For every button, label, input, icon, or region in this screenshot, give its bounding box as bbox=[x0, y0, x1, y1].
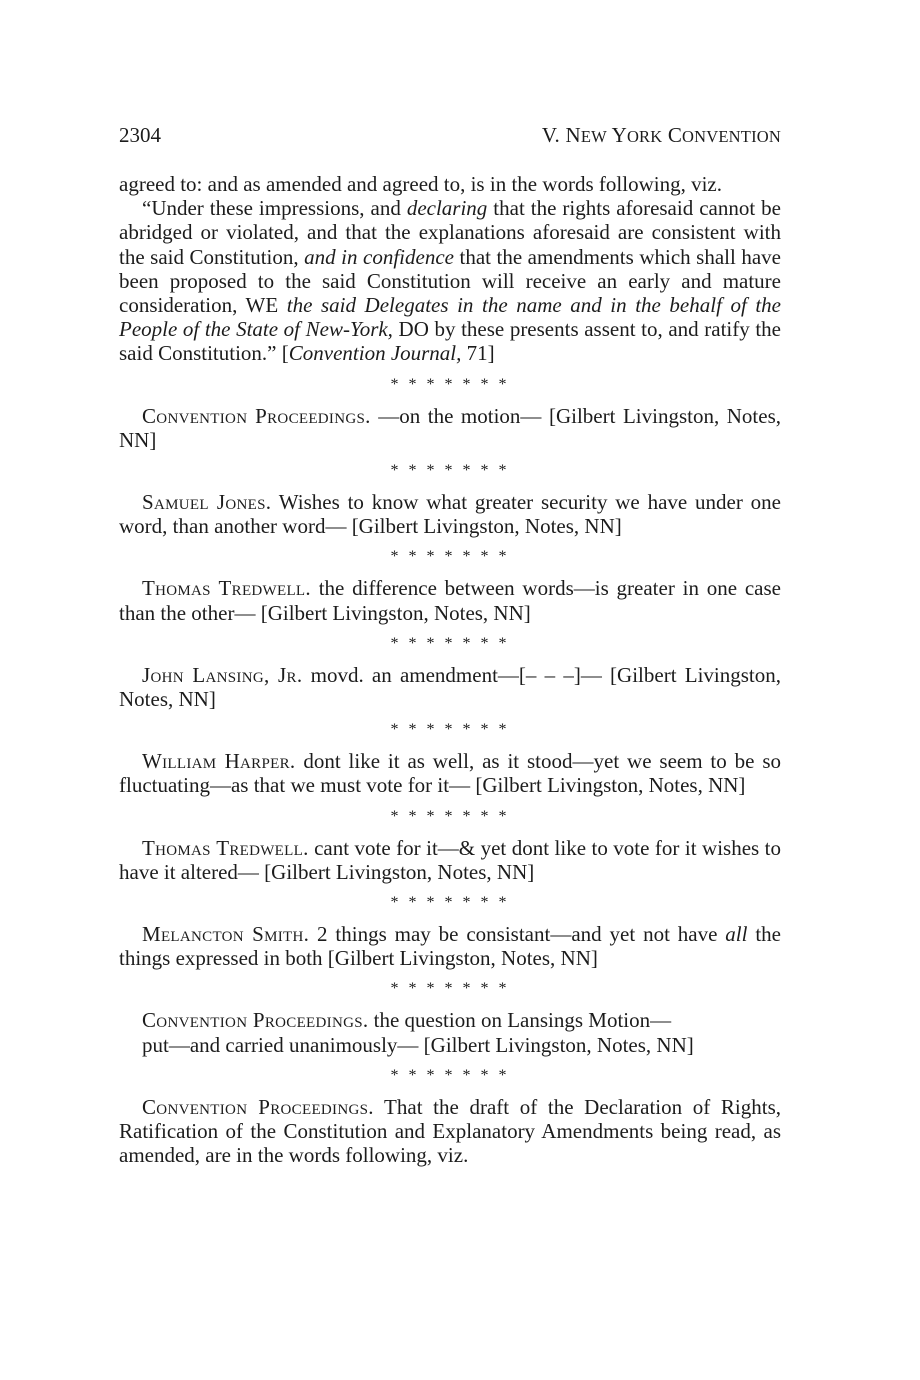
section-separator: * * * * * * * bbox=[390, 980, 510, 998]
speaker-name: Thomas Tredwell. bbox=[142, 576, 311, 601]
section-separator: * * * * * * * bbox=[390, 548, 510, 566]
section-separator: * * * * * * * bbox=[390, 807, 510, 825]
running-head bbox=[119, 120, 781, 150]
entry-thomas-tredwell-2: Thomas Tredwell. cant vote for it—& yet dont like to vote for it wishes to have it altered— [Gilbert Livingston, Notes, NN] bbox=[119, 835, 781, 884]
document-page bbox=[119, 120, 781, 1167]
section-separator: * * * * * * * bbox=[390, 462, 510, 480]
speaker-name: Convention Proceedings. bbox=[142, 1094, 374, 1119]
entry-melancton-smith: Melancton Smith. 2 things may be consistant—and yet not have all the things expressed in both [Gilbert Livingston, Notes, NN] bbox=[119, 922, 781, 971]
ratification-quote: “Under these impressions, and declaring that the rights aforesaid cannot be abridged or violated, and that the explanations aforesaid are consistent with the said Constitution, and in confidence that the amendments which shall have been proposed to the said Constitution will receive an early and mature consideration, WE the said Delegates in the name and in the behalf of the People of the State of New-York, DO by these presents assent to, and ratify the said Constitution.” [Convention Journal, 71] bbox=[119, 196, 782, 366]
entry-convention-proceedings-1: Convention Proceedings. —on the motion— [Gilbert Livingston, Notes, NN] bbox=[119, 403, 781, 452]
entry-convention-proceedings-3: Convention Proceedings. That the draft of the Declaration of Rights, Ratification of the Constitution and Explanatory Amendments being read, as amended, are in the words following, viz. bbox=[119, 1094, 781, 1168]
entry-convention-proceedings-2: Convention Proceedings. the question on Lansings Motion— put—and carried unanimously— [Gilbert Livingston, Notes, NN] bbox=[142, 1008, 694, 1057]
entry-john-lansing: John Lansing, Jr. movd. an amendment—[– – –]— [Gilbert Livingston, Notes, NN] bbox=[119, 662, 781, 712]
speaker-name: Samuel Jones. bbox=[142, 490, 272, 515]
speaker-name: Convention Proceedings. bbox=[142, 1008, 369, 1033]
speaker-name: William Harper. bbox=[142, 749, 296, 774]
speaker-name: Melancton Smith. bbox=[142, 922, 310, 947]
section-separator: * * * * * * * bbox=[390, 375, 510, 393]
speaker-name: Convention Proceedings. bbox=[142, 403, 371, 428]
section-separator: * * * * * * * bbox=[390, 721, 510, 739]
section-separator: * * * * * * * bbox=[390, 894, 510, 912]
entry-thomas-tredwell-1: Thomas Tredwell. the difference between words—is greater in one case than the other— [Gilbert Livingston, Notes, NN] bbox=[119, 576, 781, 625]
section-separator: * * * * * * * bbox=[390, 634, 510, 652]
entry-william-harper: William Harper. dont like it as well, as it stood—yet we seem to be so fluctuating—as that we must vote for it— [Gilbert Livingston, Notes, NN] bbox=[119, 749, 781, 798]
entry-samuel-jones: Samuel Jones. Wishes to know what greater security we have under one word, than another word— [Gilbert Livingston, Notes, NN] bbox=[119, 490, 781, 539]
speaker-name: Thomas Tredwell. bbox=[142, 835, 309, 860]
speaker-name: John Lansing, Jr. bbox=[142, 662, 303, 687]
intro-paragraph: agreed to: and as amended and agreed to, is in the words following, viz. bbox=[119, 172, 722, 196]
section-separator: * * * * * * * bbox=[390, 1066, 510, 1084]
page-number: 2304 bbox=[119, 123, 161, 147]
running-title: V. NEW YORK CONVENTION bbox=[541, 123, 781, 147]
